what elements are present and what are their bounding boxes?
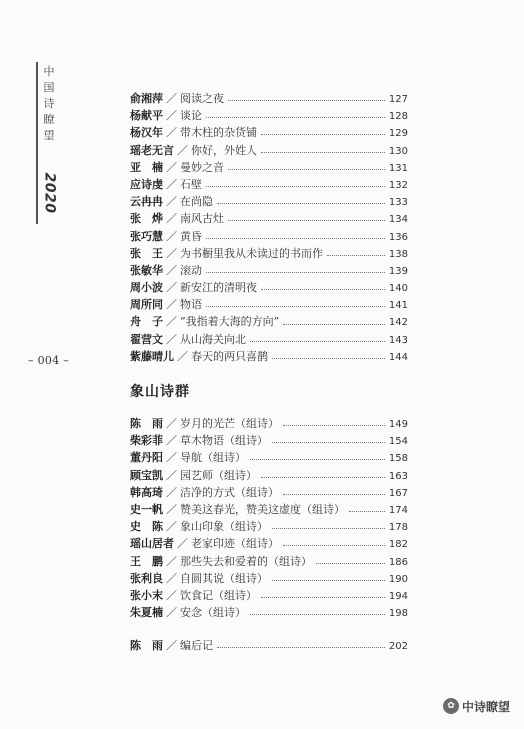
toc-title: 赞美这春光，赞美这虚度（组诗） [180,502,345,516]
toc-author: 紫藤晴儿 [130,349,174,363]
toc-list-afterword [130,637,408,654]
toc-entry [130,432,408,449]
toc-author: 陈 雨 [130,639,163,652]
toc-entry [130,535,408,552]
toc-title: 黄昏 [180,229,202,243]
toc-dot-leader [217,647,385,648]
toc-dot-leader [250,614,385,615]
toc-dot-leader [283,545,385,546]
toc-title: 为书橱里我从未读过的书而作 [180,246,323,260]
side-rule [36,62,38,224]
toc-page-number: 134 [388,214,408,226]
toc-dot-leader [272,442,385,443]
toc-entry [130,296,408,313]
toc-separator: ／ [166,639,177,652]
toc-entry [130,449,408,466]
side-journal-title [42,64,56,144]
toc-entry [130,348,408,365]
watermark [443,696,510,716]
toc-dot-leader [316,563,385,564]
toc-entry [130,142,408,159]
toc-separator: ／ [166,281,177,295]
toc-separator: ／ [166,451,177,465]
toc-separator: ／ [177,349,188,363]
toc-dot-leader [250,459,385,460]
toc-author: 翟营文 [130,332,163,346]
toc-page-number: 131 [388,162,408,174]
toc-entry [130,604,408,621]
toc-author: 张利良 [130,571,163,585]
toc-title: 南风古灶 [180,212,224,226]
side-title-char: 国 [43,81,55,94]
toc-separator: ／ [166,434,177,448]
toc-dot-leader [228,100,385,101]
toc-separator: ／ [166,606,177,620]
toc-title: 象山印象（组诗） [180,520,268,534]
toc-author: 董丹阳 [130,451,163,465]
toc-page-number: 144 [388,351,408,363]
toc-page-number: 186 [388,556,408,568]
toc-entry [130,501,408,518]
page-number: – 004 – [28,354,70,367]
toc-author: 韩高琦 [130,485,163,499]
side-title-char: 诗 [43,97,55,110]
toc-dot-leader [217,203,385,204]
toc-title: 你好，外姓人 [191,143,257,157]
toc-author: 舟 子 [130,315,163,329]
toc-page-number: 149 [388,419,408,430]
toc-dot-leader [261,134,385,135]
toc-page-number: 127 [388,94,408,105]
toc-dot-leader [272,358,385,359]
toc-dot-leader [206,238,385,239]
toc-dot-leader [250,341,385,342]
toc-entry [130,587,408,604]
toc-page-number: 142 [388,317,408,329]
toc-entry [130,245,408,262]
toc-entry [130,159,408,176]
toc-entry [130,107,408,124]
toc-title: 园艺师（组诗） [180,468,257,482]
toc-page-number: 202 [388,641,408,652]
toc-separator: ／ [166,554,177,568]
toc-page-number: 141 [388,300,408,312]
side-title-char: 瞭 [43,113,55,126]
toc-title: 春天的两只喜鹊 [191,349,268,363]
toc-separator: ／ [166,468,177,482]
toc-separator: ／ [177,143,188,157]
toc-separator: ／ [166,177,177,191]
toc-dot-leader [206,272,385,273]
toc-entry [130,262,408,279]
toc-separator: ／ [166,417,177,430]
side-year-text: 2020 [41,172,57,214]
toc-page-number: 174 [388,504,408,516]
toc-author: 顾宝凯 [130,468,163,482]
toc-title: 物语 [180,298,202,312]
toc-entry [130,570,408,587]
toc-title: 自圆其说（组诗） [180,571,268,585]
toc-entry [130,518,408,535]
toc-entry [130,279,408,296]
toc-dot-leader [349,511,385,512]
toc-entry [130,90,408,107]
toc-page-number: 132 [388,179,408,191]
toc-dot-leader [206,117,385,118]
toc-title: 编后记 [180,639,213,652]
toc-separator: ／ [166,126,177,140]
toc-author: 应诗虔 [130,177,163,191]
watermark-text: 中诗瞭望 [461,699,510,714]
toc-page-number: 138 [388,248,408,260]
toc-page-number: 154 [388,436,408,448]
toc-author: 周小波 [130,281,163,295]
toc-separator: ／ [166,502,177,516]
toc-page-number: 163 [388,470,408,482]
toc-page-number: 167 [388,487,408,499]
side-year [42,168,56,218]
toc-dot-leader [261,152,385,153]
toc-dot-leader [272,580,385,581]
toc-title: 阅读之夜 [180,92,224,105]
toc-title: 曼妙之音 [180,160,224,174]
toc-author: 史一帆 [130,502,163,516]
toc-entry [130,553,408,570]
toc-title: 从山海关向北 [180,332,246,346]
toc-author: 云冉冉 [130,195,163,209]
toc-page-number: 140 [388,283,408,295]
toc-title: 岁月的光芒（组诗） [180,417,279,430]
toc-title: “我指着大海的方向” [180,315,280,329]
toc-title: 新安江的清明夜 [180,281,257,295]
toc-separator: ／ [166,263,177,277]
toc-page-number: 139 [388,265,408,277]
toc-separator: ／ [166,229,177,243]
toc-separator: ／ [166,212,177,226]
toc-page-number: 182 [388,539,408,551]
toc-entry [130,313,408,330]
toc-title: 洁净的方式（组诗） [180,485,279,499]
toc-author: 亚 楠 [130,160,163,174]
toc-author: 周所同 [130,298,163,312]
toc-author: 张 王 [130,246,163,260]
toc-author: 朱夏楠 [130,606,163,620]
toc-author: 杨汉年 [130,126,163,140]
toc-author: 张巧慧 [130,229,163,243]
toc-entry [130,467,408,484]
toc-page-number: 190 [388,573,408,585]
toc-separator: ／ [166,520,177,534]
toc-title: 谈论 [180,109,202,123]
toc-author: 王 鹏 [130,554,163,568]
toc-dot-leader [261,477,385,478]
toc-dot-leader [261,597,385,598]
toc-page-number: 133 [388,197,408,209]
toc-separator: ／ [166,588,177,602]
toc-entry [130,484,408,501]
toc-title: 安念（组诗） [180,606,246,620]
side-title-char: 望 [43,129,55,142]
toc-author: 杨献平 [130,109,163,123]
toc-separator: ／ [166,571,177,585]
toc-entry [130,415,408,432]
toc-title: 在尚隐 [180,195,213,209]
toc-author: 张小末 [130,588,163,602]
toc-separator: ／ [166,246,177,260]
toc-page-number: 130 [388,145,408,157]
toc-page-number: 129 [388,128,408,140]
toc-entry [130,210,408,227]
toc-author: 柴彩菲 [130,434,163,448]
toc-dot-leader [283,324,385,325]
toc-separator: ／ [166,92,177,105]
toc-entry [130,228,408,245]
toc-dot-leader [206,186,385,187]
toc-dot-leader [206,306,385,307]
toc-dot-leader [327,255,385,256]
toc-dot-leader [272,528,385,529]
toc-title: 导航（组诗） [180,451,246,465]
toc-list-main [130,90,408,365]
toc-title: 草木物语（组诗） [180,434,268,448]
toc-separator: ／ [166,109,177,123]
toc-list-xiangshan [130,415,408,621]
toc-entry [130,637,408,654]
toc-author: 史 陈 [130,520,163,534]
toc-page-number: 143 [388,334,408,346]
toc-author: 瑶山居者 [130,537,174,551]
toc-title: 饮食记（组诗） [180,588,257,602]
toc-separator: ／ [166,332,177,346]
toc-author: 张 烨 [130,212,163,226]
toc-author: 瑶老无言 [130,143,174,157]
wechat-icon: ✿ [443,698,459,714]
toc-title: 滚动 [180,263,202,277]
toc-author: 陈 雨 [130,417,163,430]
toc-page-number: 194 [388,590,408,602]
toc-separator: ／ [166,315,177,329]
toc-separator: ／ [166,298,177,312]
toc-title: 那些失去和爱着的（组诗） [180,554,312,568]
toc-dot-leader [228,220,385,221]
toc-separator: ／ [166,195,177,209]
toc-author: 张敏华 [130,263,163,277]
toc-title: 老家印迹（组诗） [191,537,279,551]
toc-separator: ／ [166,160,177,174]
toc-entry [130,193,408,210]
toc-entry [130,124,408,141]
toc-entry [130,176,408,193]
toc-dot-leader [283,425,385,426]
toc-title: 石壁 [180,177,202,191]
toc-page-number: 128 [388,111,408,123]
toc-page-number: 136 [388,231,408,243]
toc-author: 俞湘萍 [130,92,163,105]
toc-separator: ／ [166,485,177,499]
toc-page-number: 158 [388,453,408,465]
toc-page-number: 198 [388,608,408,620]
toc-entry [130,331,408,348]
toc-page-number: 178 [388,522,408,534]
toc-title: 带木柱的杂货铺 [180,126,257,140]
toc-separator: ／ [177,537,188,551]
toc-dot-leader [228,169,385,170]
toc-dot-leader [261,289,385,290]
toc-dot-leader [283,494,385,495]
section-heading: 象山诗群 [130,384,190,400]
side-title-char: 中 [43,65,55,78]
